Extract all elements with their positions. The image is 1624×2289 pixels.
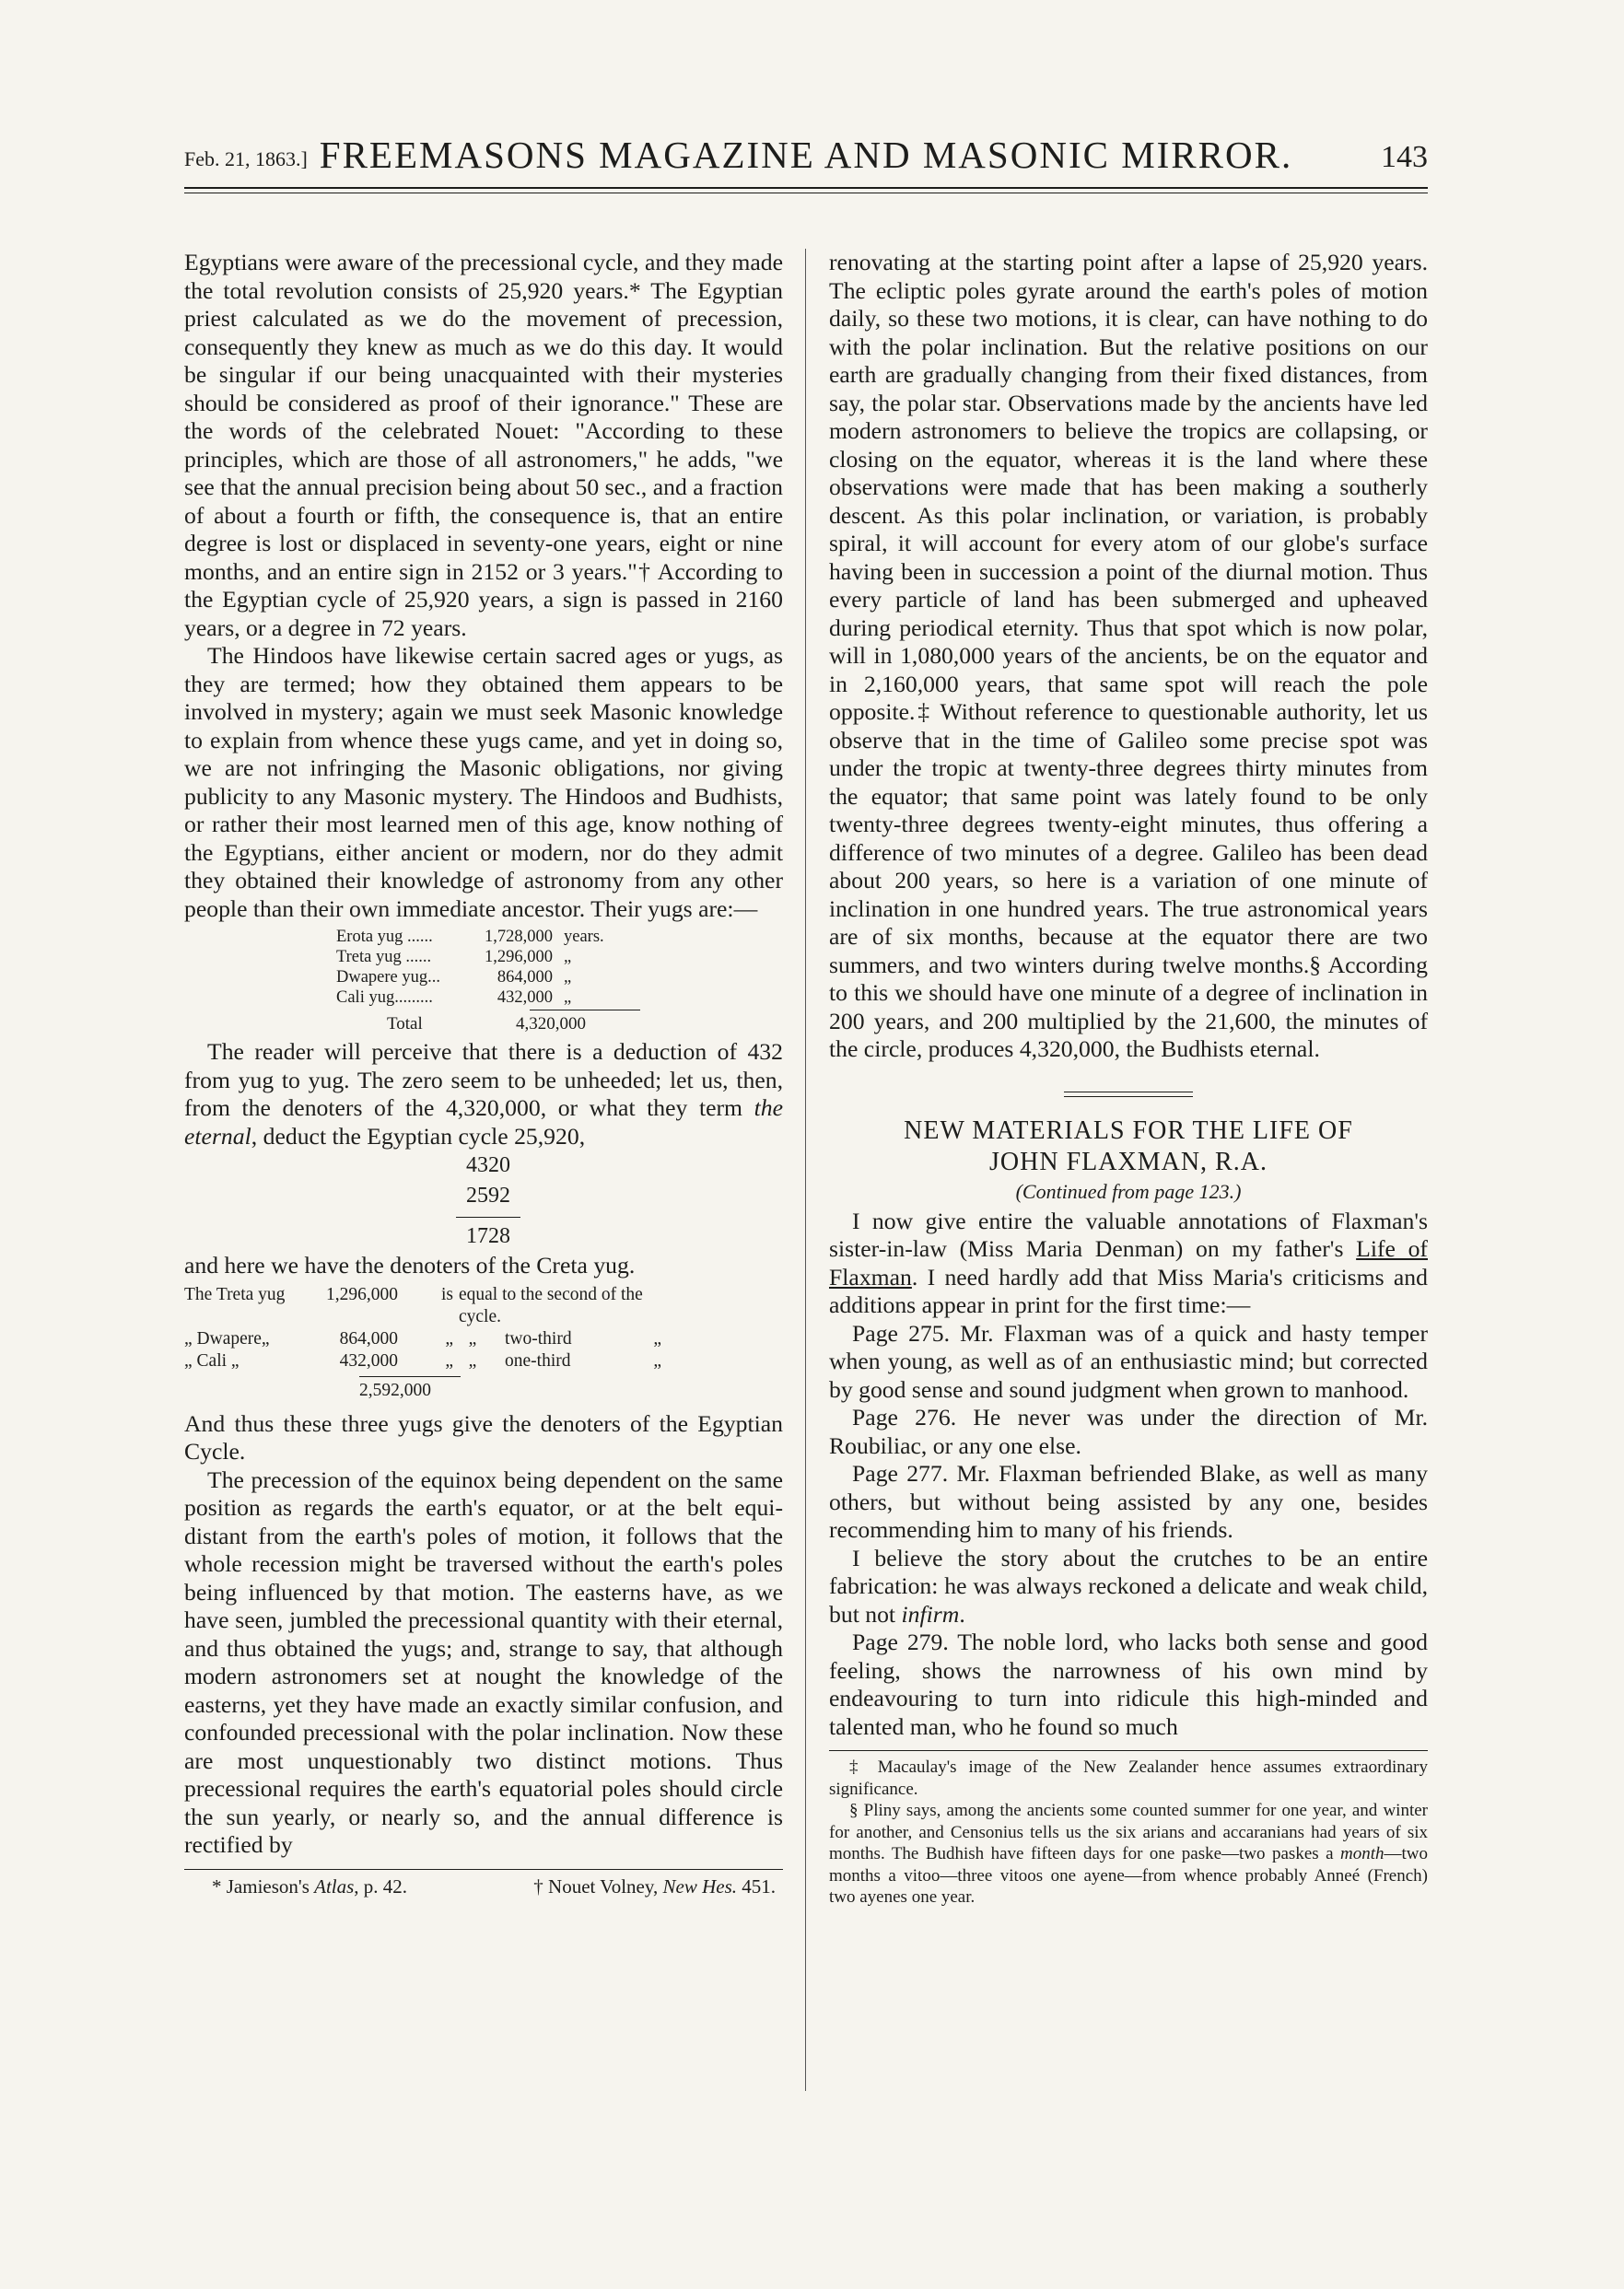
right-column: [829, 249, 1428, 1909]
cycle-cell: two-third: [505, 1328, 572, 1349]
emphasis: infirm: [901, 1600, 960, 1628]
footnote-rule: [829, 1750, 1428, 1751]
footnote: [212, 1875, 407, 1898]
cycle-cell: „: [468, 1328, 477, 1349]
article-title: [829, 1115, 1428, 1178]
issue-date: Feb. 21, 1863.]: [184, 147, 308, 170]
emphasis: the eternal: [184, 1094, 783, 1150]
emphasis: month: [1340, 1844, 1384, 1863]
paragraph: Page 276. He never was under the direction of Mr. Roubiliac, or any one else.: [829, 1404, 1428, 1459]
paragraph: Page 279. The noble lord, who lacks both sense and good feeling, shows the narrowness of his own mind by endeavouring to turn into ridicule this high-minded and talented man, who he found so much: [829, 1629, 1428, 1740]
cycle-cell: 864,000: [339, 1328, 398, 1349]
cycle-cell: „ Dwapere„: [184, 1328, 270, 1349]
subtrahend: 2592: [466, 1184, 510, 1208]
text-run: * Jamieson's: [212, 1874, 315, 1898]
yugs-table: [336, 927, 686, 1034]
table-row: [336, 967, 686, 987]
text-run: † Nouet Volney,: [533, 1874, 663, 1898]
yug-name: Erota yug ......: [336, 928, 433, 946]
footnotes-left: [184, 1875, 783, 1898]
yug-name: Treta yug ......: [336, 948, 432, 966]
cycle-table: [184, 1284, 783, 1372]
cycle-cell: „ Cali „: [184, 1350, 240, 1371]
paragraph: And thus these three yugs give the denoters of the Egyptian Cycle.: [184, 1409, 783, 1465]
text-run: 451.: [737, 1874, 776, 1898]
footnote-rule: [184, 1869, 783, 1870]
footnote: [533, 1875, 776, 1898]
cycle-cell: 1,296,000: [326, 1284, 398, 1304]
footnote: ‡ Macaulay's image of the New Zealander hence assumes extraordinary significance.: [829, 1758, 1428, 1799]
yug-unit: „: [564, 948, 572, 966]
paragraph: and here we have the denoters of the Creta yug.: [184, 1252, 636, 1279]
cycle-cell: „: [445, 1328, 453, 1349]
cycle-total: 2,592,000: [359, 1380, 431, 1400]
section-rule: [1064, 1096, 1193, 1097]
text-run: .: [959, 1600, 965, 1628]
paragraph: Egyptians were aware of the precessional cycle, and they made the total revolution consists of 25,920 years.* The Egyptian priest calculated as we do the movement of precession, consequently they knew as much as we do this day. It would be singular if our being unacquainted with their mysteries should be considered as proof of their ignorance." These are the words of the celebrated Nouet: "According to these principles, which are those of all astronomers," he adds, "we see that the annual precision being about 50 sec., and a fraction of about a fourth or fifth, the consequence is, that an entire degree is lost or displaced in seventy-one years, eight or nine months, and an entire sign in 2152 or 3 years."† According to the Egyptian cycle of 25,920 years, a sign is passed in 2160 years, or a degree in 72 years.: [184, 249, 783, 641]
text-run: I now give entire the valuable annotations of Flaxman's sister-in-law (Miss Maria Denman) on my father's: [829, 1207, 1428, 1262]
table-row: [184, 1350, 783, 1372]
table-total-row: [336, 1014, 686, 1034]
text-run: , deduct the Egyptian cycle 25,920,: [251, 1122, 586, 1150]
cycle-cell: „: [445, 1350, 453, 1371]
text-run: —two months a vitoo—three vitoos one ayene—from whence probably Anneé (French) two ayenes one year.: [829, 1844, 1428, 1907]
paragraph: [184, 1038, 783, 1150]
paragraph: Page 277. Mr. Flaxman befriended Blake, as well as many others, but without being assisted by any one, besides recommending him to many of his friends.: [829, 1460, 1428, 1543]
cycle-cell: „: [468, 1350, 477, 1371]
difference: 1728: [466, 1224, 510, 1248]
cycle-cell: equal to the second of the cycle.: [459, 1284, 643, 1326]
paragraph: [829, 1545, 1428, 1629]
table-row: [336, 927, 686, 947]
page-number: 143: [1381, 140, 1428, 174]
article-title-line: JOHN FLAXMAN, R.A.: [989, 1147, 1268, 1176]
header-rule: [184, 187, 1428, 189]
subtraction-block: [396, 1150, 580, 1252]
footnote: [829, 1800, 1428, 1909]
text-run: The reader will perceive that there is a deduction of 432 from yug to yug. The zero seem to be unheeded; let us, then, from the denoters of the 4,320,000, or what they term: [184, 1038, 783, 1121]
text-run: . I need hardly add that Miss Maria's criticisms and additions appear in print for the first time:—: [829, 1263, 1428, 1318]
paragraph: renovating at the starting point after a lapse of 25,920 years. The ecliptic poles gyrate around the earth's poles of motion daily, so these two motions, it is clear, can have nothing to do with the polar inclination. But the relative positions on our earth are gradually changing from their fixed distances, from say, the polar star. Observations made by the ancients have led modern astronomers to believe the tropics are collapsing, or closing on the equator, whereas it is the land where these observations were made that has been making a southerly descent. As this polar inclination, or variation, is probably spiral, it will account for every atom of our globe's surface having been in succession a point of the diurnal motion. Thus every particle of land has been submerged and upheaved during periodical eternity. Thus that spot which is now polar, will in 1,080,000 years of the ancients, be on the equator and in 2,160,000 years, that same spot will reach the pole opposite.‡ Without reference to questionable authority, let us observe that in the time of Galileo some precise spot was under the tropic at twenty-three degrees thirty minutes from the equator; that same point was lately found to be only twenty-three degrees twenty-eight minutes, thus offering a difference of two minutes of a degree. Galileo has been dead about 200 years, so here is a variation of one minute of inclination in one hundred years. The true astronomical years are of six months, because at the equator there are two summers, and two winters during twelve months.§ According to this we should have one minute of a degree of inclination in 200 years, and 200 multiplied by the 21,600, the minutes of the circle, produces 4,320,000, the Budhists eternal.: [829, 249, 1428, 1062]
underlined-title: Life of Flaxman: [829, 1235, 1428, 1290]
yug-unit: years.: [564, 928, 604, 946]
paragraph: [829, 1208, 1428, 1320]
cycle-cell: „: [653, 1328, 661, 1349]
left-column: [184, 249, 783, 1898]
table-row: [336, 987, 686, 1008]
text-run: § Pliny says, among the ancients some counted summer for one year, and winter for another, and Censonius tells us the six arians and accaranians had years of six months. The Budhish have fifteen days for one paske—two paskes a: [829, 1801, 1428, 1863]
paragraph: The precession of the equinox being dependent on the same position as regards the earth's equator, or at the belt equi-distant from the earth's poles of motion, it follows that the whole recession might be traversed without the earth's poles being influenced by that motion. The easterns have, as we have seen, jumbled the precessional quantity with their eternal, and thus obtained the yugs; and, strange to say, that although modern astronomers set at nought the knowledge of the easterns, yet they have made an exactly similar confusion, and confounded precessional with the polar inclination. Now these are most unquestionably two distinct motions. Thus precessional requires the earth's equatorial poles should circle the sun yearly, or nearly so, and the annual difference is rectified by: [184, 1466, 783, 1858]
cycle-cell: „: [653, 1350, 661, 1371]
page-header: [184, 122, 1428, 177]
yug-unit: „: [564, 968, 572, 987]
yug-years: 864,000: [497, 968, 553, 987]
yug-years: 432,000: [497, 988, 553, 1007]
cycle-cell: 432,000: [339, 1350, 398, 1371]
masthead-title: FREEMASONS MAGAZINE AND MASONIC MIRROR.: [319, 134, 1293, 176]
table-row: [184, 1328, 783, 1350]
sum-rule: [359, 1376, 461, 1377]
cycle-cell: is: [440, 1284, 453, 1304]
total-label: Total: [387, 1014, 423, 1034]
article-title-line: NEW MATERIALS FOR THE LIFE OF: [904, 1115, 1353, 1145]
emphasis: Atlas: [314, 1874, 355, 1898]
yug-years: 1,728,000: [485, 928, 553, 946]
table-row: [184, 1284, 783, 1328]
yug-unit: „: [564, 988, 572, 1007]
column-divider: [805, 249, 806, 2091]
yug-name: Cali yug.........: [336, 988, 433, 1007]
total-value: 4,320,000: [516, 1014, 586, 1034]
yug-name: Dwapere yug...: [336, 968, 441, 987]
minuend: 4320: [466, 1153, 510, 1177]
paragraph: The Hindoos have likewise certain sacred ages or yugs, as they are termed; how they obtained them appears to be involved in mystery; again we must seek Masonic knowledge to explain from whence these yugs came, and yet in doing so, we are not infringing the Masonic obligations, nor giving publicity to any Masonic mystery. The Hindoos and Budhists, or rather their most learned men of this age, know nothing of the Egyptians, either ancient or modern, nor do they admit they obtained their knowledge of astronomy from any other people than their own immediate ancestor. Their yugs are:—: [184, 642, 783, 922]
cycle-cell: one-third: [505, 1350, 571, 1371]
paragraph: Page 275. Mr. Flaxman was of a quick and hasty temper when young, as well as of an enthusiastic mind; but corrected by good sense and sound judgment when grown to manhood.: [829, 1319, 1428, 1403]
yug-years: 1,296,000: [485, 948, 553, 966]
text-run: , p. 42.: [354, 1874, 408, 1898]
text-run: I believe the story about the crutches to be an entire fabrication: he was always reckoned a delicate and weak child, but not: [829, 1544, 1428, 1628]
table-row: [336, 947, 686, 967]
article-subtitle: (Continued from page 123.): [1015, 1179, 1242, 1203]
emphasis: New Hes.: [662, 1874, 737, 1898]
sum-rule: [456, 1217, 520, 1218]
cycle-cell: The Treta yug: [184, 1284, 286, 1304]
